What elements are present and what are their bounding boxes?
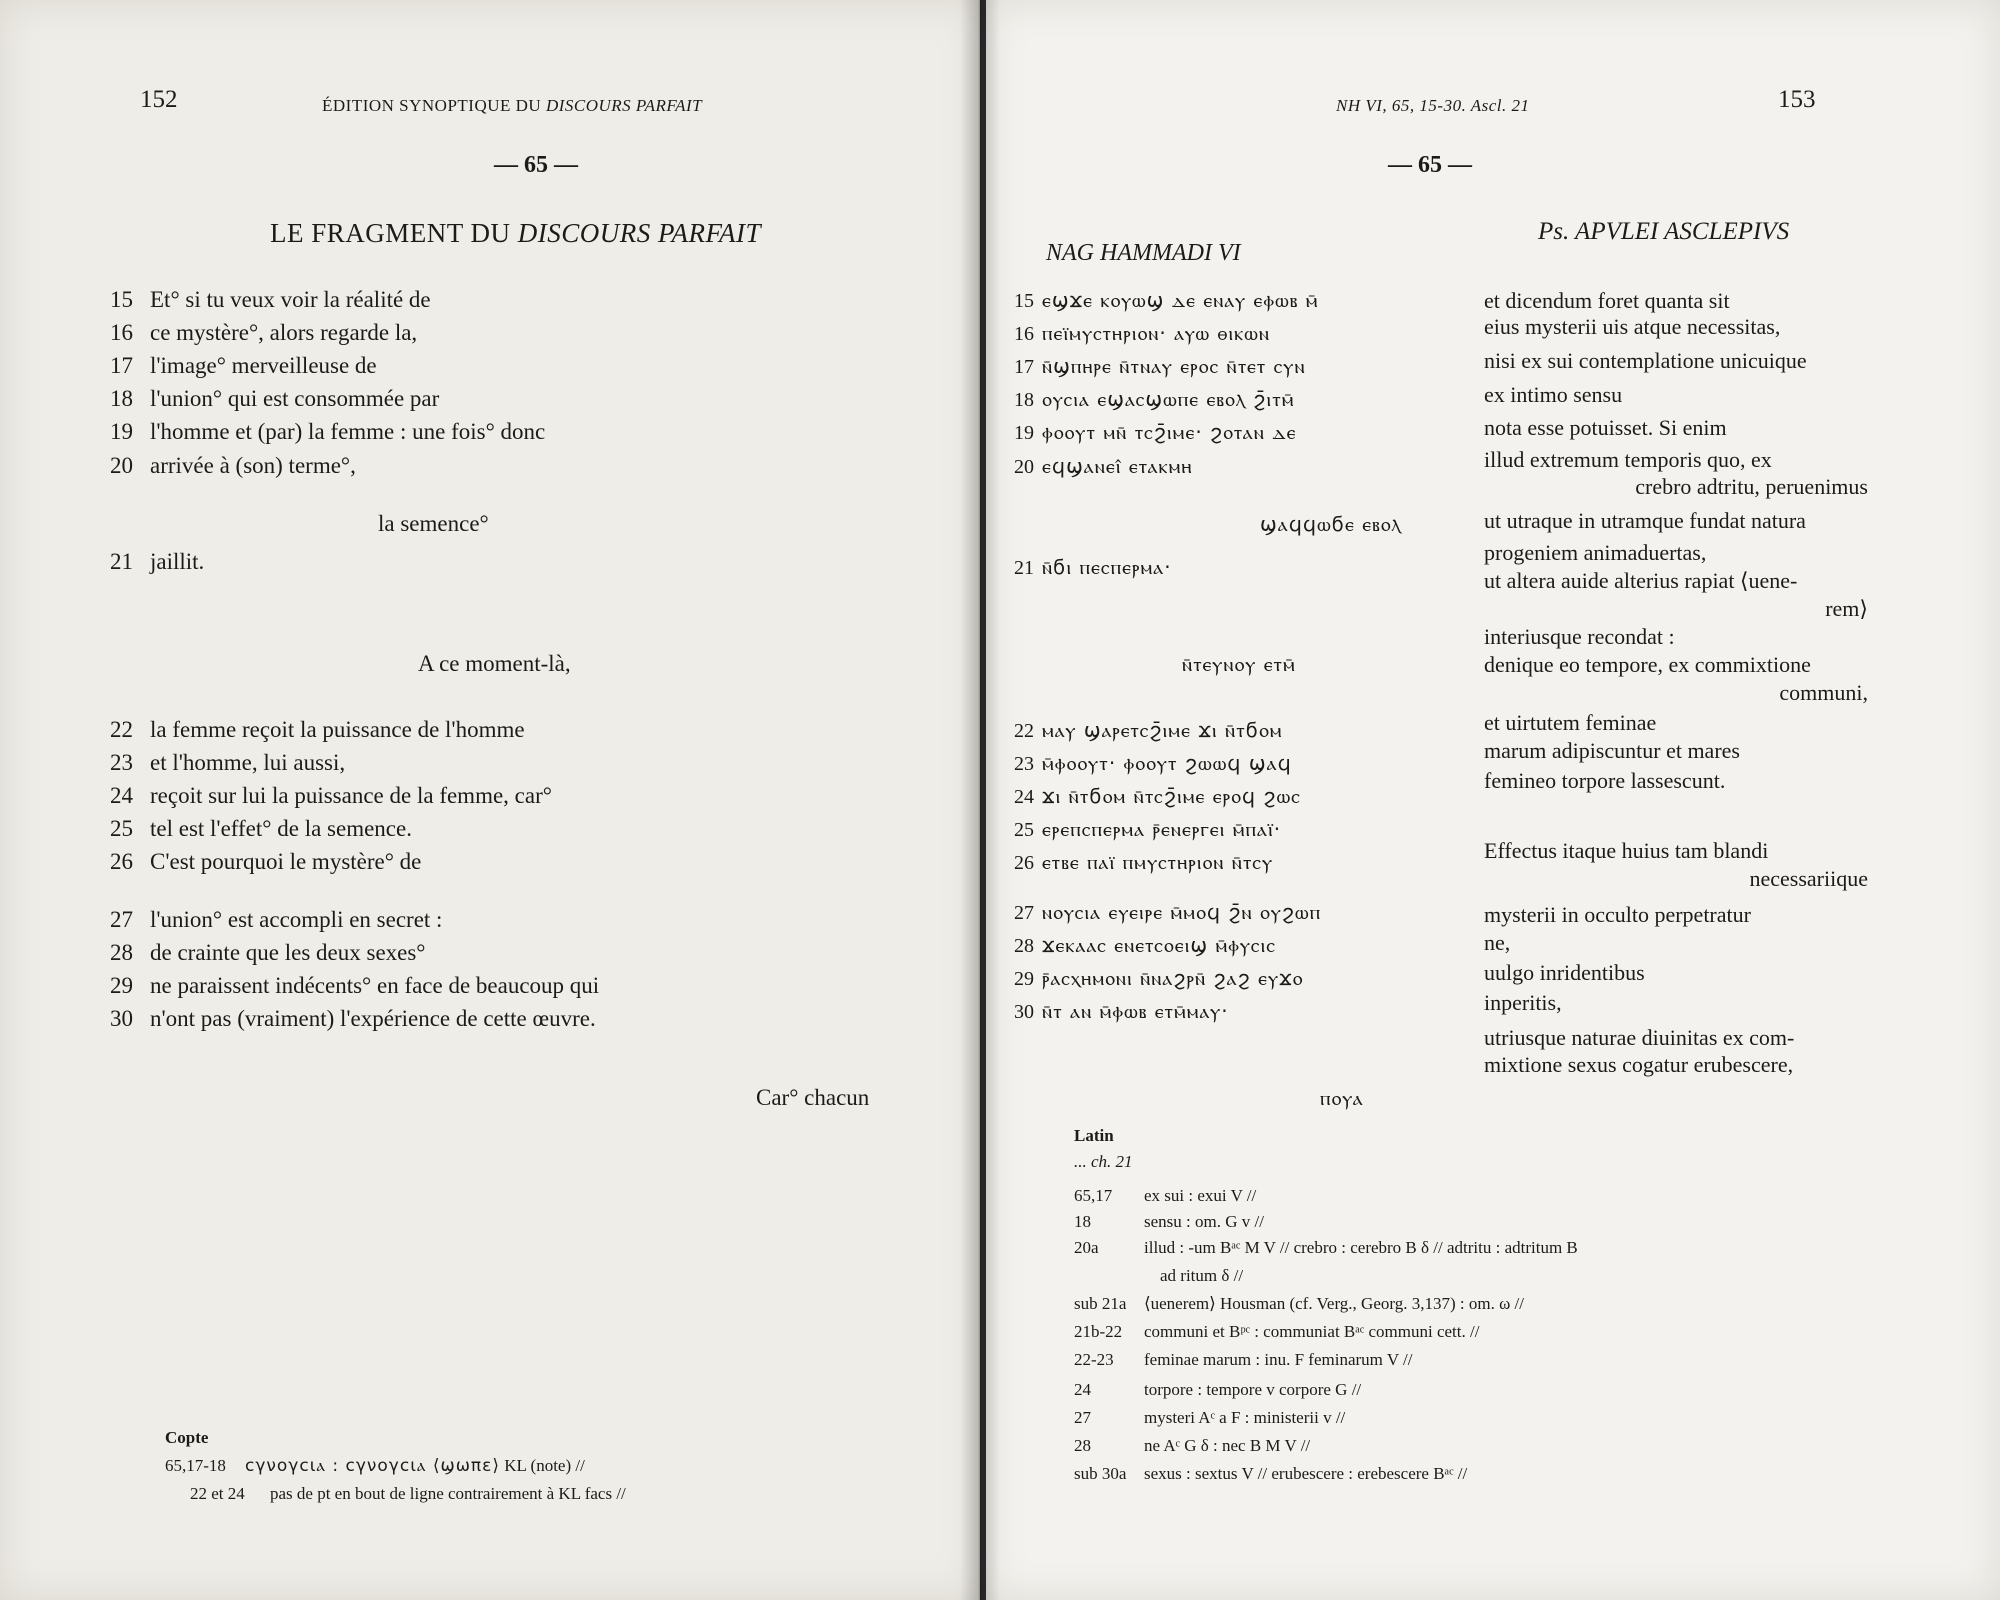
coptic-text-line: ⲣ̄ⲁⲥⲭⲏⲙⲟⲛⲓ ⲛ̄ⲛⲁϩⲣⲛ̄ ϩⲁϩ ⲉⲩϫⲟ [1042,966,1304,990]
coptic-text-line: ⲛ̄ϭⲓ ⲡⲉⲥⲡⲉⲣⲙⲁ· [1042,555,1172,579]
line-text: Car° chacun [756,1085,870,1110]
text-line [110,974,599,997]
coptic-line [1014,288,1318,313]
line-number: 21 [1014,557,1034,579]
line-text: la femme reçoit la puissance de l'homme [150,717,525,742]
apparatus-entry [1074,1322,1479,1342]
coptic-text-line: ⲙⲁⲩ ϣⲁⲣⲉⲧⲥϩ̄ⲓⲙⲉ ϫⲓ ⲛ̄ⲧϭⲟⲙ [1042,718,1283,742]
running-head-right: NH VI, 65, 15-30. Ascl. 21 [1336,96,1530,115]
line-text: l'homme et (par) la femme : une fois° donc [150,419,546,444]
apparatus-text: communi et Bᵖᶜ : communiat Bᵃᶜ communi cett. // [1144,1322,1480,1341]
line-number: 20 [110,453,133,478]
line-text: n'ont pas (vraiment) l'expérience de cette œuvre. [150,1006,596,1031]
coptic-line [1014,718,1283,743]
apparatus-entry: 22 et 24 pas de pt en bout de ligne contrairement à KL facs // [190,1484,626,1503]
text-line [110,387,439,410]
apparatus-text: ad ritum δ // [1160,1266,1244,1285]
line-number: 20 [1014,456,1034,478]
apparatus-heading-latin: Latin [1074,1126,1114,1145]
latin-line: nota esse potuisset. Si enim [1484,415,1727,440]
line-number: 30 [110,1006,133,1031]
line-number: 23 [1014,753,1034,775]
line-number: 28 [1014,935,1034,957]
text-line [110,288,431,311]
coptic-text-line: ⲙ̄ⲫⲟⲟⲩⲧ· ⲫⲟⲟⲩⲧ ϩⲱⲱϥ ϣⲁϥ [1042,751,1292,775]
line-text: ne paraissent indécents° en face de beaucoup qui [150,973,600,998]
line-number: 15 [1014,290,1034,312]
coptic-line [1182,652,1296,676]
line-text: C'est pourquoi le mystère° de [150,849,422,874]
line-number: 19 [110,419,133,444]
text-line [110,908,442,931]
apparatus-entry [1074,1186,1256,1206]
latin-line: illud extremum temporis quo, ex [1484,447,1772,472]
apparatus-ref: 27 [1074,1408,1091,1427]
line-text: Et° si tu veux voir la réalité de [150,287,431,312]
coptic-line [1014,454,1193,479]
line-text: et l'homme, lui aussi, [150,750,346,775]
line-number: 25 [110,816,133,841]
text-line [110,354,377,377]
line-number: 22 [110,717,133,742]
latin-line: utriusque naturae diuinitas ex com- [1484,1025,1795,1050]
latin-line: femineo torpore lassescunt. [1484,768,1726,793]
apparatus-ref: 28 [1074,1436,1091,1455]
line-text: A ce moment-là, [418,651,571,676]
text-line [418,652,571,675]
apparatus-ref: 65,17 [1074,1186,1113,1205]
line-number: 30 [1014,1001,1034,1023]
line-number: 17 [110,353,133,378]
apparatus-entry [1074,1212,1264,1232]
apparatus-ref: sub 30a [1074,1464,1127,1483]
text-line [756,1086,869,1109]
line-number: 18 [110,386,133,411]
line-text: tel est l'effet° de la semence. [150,816,412,841]
apparatus-text: ne Aᶜ G δ : nec B M V // [1144,1436,1311,1455]
apparatus-text: torpore : tempore v corpore G // [1144,1380,1362,1399]
apparatus-subheading: ... ch. 21 [1074,1152,1133,1171]
latin-line: communi, [1779,680,1868,705]
latin-line: denique eo tempore, ex commixtione [1484,652,1811,677]
line-number: 19 [1014,422,1034,444]
line-text: la semence° [378,511,489,536]
left-page [0,0,980,1600]
line-text: arrivée à (son) terme°, [150,453,356,478]
coptic-line [1014,900,1321,925]
coptic-text-line: ⲟⲩⲥⲓⲁ ⲉϣⲁⲥϣⲱⲡⲉ ⲉⲃⲟⲗ ϩ̄ⲓⲧⲙ̄ [1042,387,1295,411]
latin-line: necessariique [1749,866,1868,891]
apparatus-text: sensu : om. G v // [1144,1212,1264,1231]
line-number: 16 [110,320,133,345]
page-number-right: 153 [1778,86,1816,113]
apparatus-ref: sub 21a [1074,1294,1127,1313]
coptic-line [1014,387,1295,412]
latin-line: Effectus itaque huius tam blandi [1484,838,1769,863]
coptic-line [1014,966,1303,991]
text-line [110,817,412,840]
coptic-line [1320,1086,1364,1110]
apparatus-entry [1074,1350,1413,1370]
text-line [110,1007,596,1030]
line-number: 23 [110,750,133,775]
line-number: 15 [110,287,133,312]
latin-line: inperitis, [1484,990,1562,1015]
apparatus-text: mysteri Aᶜ a F : ministerii v // [1144,1408,1346,1427]
coptic-line [1260,512,1402,536]
right-page [986,0,2000,1600]
apparatus-text: ⟨uenerem⟩ Housman (cf. Verg., Georg. 3,137) : om. ω // [1144,1294,1524,1313]
apparatus-entry [1074,1464,1467,1484]
heading-asclepius: Ps. APVLEI ASCLEPIVS [1538,218,1790,245]
apparatus-ref: 18 [1074,1212,1091,1231]
latin-line: ut altera auide alterius rapiat ⟨uene- [1484,568,1798,593]
latin-line: mixtione sexus cogatur erubescere, [1484,1052,1794,1077]
latin-line: interiusque recondat : [1484,624,1675,649]
latin-line: progeniem animaduertas, [1484,540,1707,565]
line-number: 24 [1014,786,1034,808]
text-line [110,420,545,443]
coptic-text-line: ⲛ̄ⲧ ⲁⲛ ⲙ̄ⲫⲱⲃ ⲉⲧⲙ̄ⲙⲁⲩ· [1042,999,1229,1023]
line-number: 27 [1014,902,1034,924]
apparatus-ref: 21b-22 [1074,1322,1123,1341]
apparatus-entry [1074,1294,1524,1314]
apparatus-text: feminae marum : inu. F feminarum V // [1144,1350,1413,1369]
text-line [110,751,345,774]
line-number: 29 [110,973,133,998]
text-line [110,850,421,873]
section-number-left: — 65 — [494,152,578,178]
text-line [110,941,426,964]
coptic-text-line: ⲫⲟⲟⲩⲧ ⲙⲛ̄ ⲧⲥϩ̄ⲓⲙⲉ· ϩⲟⲧⲁⲛ ⲇⲉ [1042,420,1297,444]
coptic-line [1014,817,1281,842]
coptic-text-line: ⲉϥϣⲁⲛⲉⲓ̂ ⲉⲧⲁⲕⲙⲏ [1042,454,1193,478]
coptic-text-line: ⲉⲣⲉⲡⲥⲡⲉⲣⲙⲁ ⲣ̄ⲉⲛⲉⲣⲅⲉⲓ ⲙ̄ⲡⲁⲓ̈· [1042,817,1282,841]
coptic-text-line: ⲛⲟⲩⲥⲓⲁ ⲉⲩⲉⲓⲣⲉ ⲙ̄ⲙⲟϥ ϩ̄ⲛ ⲟⲩϩⲱⲡ [1042,900,1322,924]
apparatus-entry [1074,1408,1345,1428]
coptic-line [1014,933,1276,958]
coptic-line [1014,751,1292,776]
book-gutter [960,0,1000,1600]
heading-nag-hammadi: NAG HAMMADI VI [1046,240,1241,266]
latin-line: ne, [1484,930,1511,955]
coptic-text-line: ⲛ̄ϣⲡⲏⲣⲉ ⲛ̄ⲧⲛⲁⲩ ⲉⲣⲟⲥ ⲛ̄ⲧⲉⲧ ⲥⲩⲛ [1042,354,1306,378]
coptic-text-line: ϣⲁϥϥⲱϭⲉ ⲉⲃⲟⲗ [1260,512,1402,536]
line-number: 17 [1014,356,1034,378]
line-number: 16 [1014,323,1034,345]
latin-line: crebro adtritu, peruenimus [1635,474,1868,499]
apparatus-ref: 20a [1074,1238,1099,1257]
line-number: 29 [1014,968,1034,990]
line-text: reçoit sur lui la puissance de la femme, car° [150,783,552,808]
line-number: 27 [110,907,133,932]
latin-line: ut utraque in utramque fundat natura [1484,508,1806,533]
line-number: 24 [110,783,133,808]
apparatus-text: ex sui : exui V // [1144,1186,1257,1205]
apparatus-entry [1074,1436,1310,1456]
apparatus-ref: 24 [1074,1380,1091,1399]
text-line [110,784,552,807]
latin-line: eius mysterii uis atque necessitas, [1484,314,1781,339]
latin-line: marum adipiscuntur et mares [1484,738,1740,763]
coptic-text-line: ⲉϣϫⲉ ⲕⲟⲩⲱϣ ⲇⲉ ⲉⲛⲁⲩ ⲉⲫⲱⲃ ⲙ̄ [1042,288,1319,312]
line-number: 26 [110,849,133,874]
text-line [110,550,204,573]
latin-line: rem⟩ [1825,596,1868,621]
apparatus-ref: 22-23 [1074,1350,1114,1369]
line-text: l'image° merveilleuse de [150,353,377,378]
coptic-line [1014,354,1306,379]
latin-line: mysterii in occulto perpetratur [1484,902,1751,927]
apparatus-heading-coptic: Copte [165,1428,209,1447]
coptic-line [1014,321,1270,346]
coptic-line [1014,850,1273,875]
line-text: l'union° qui est consommée par [150,386,440,411]
fragment-title: LE FRAGMENT DU DISCOURS PARFAIT [270,218,762,248]
page-number-left: 152 [140,86,178,113]
coptic-text-line: ⲛ̄ⲧⲉⲩⲛⲟⲩ ⲉⲧⲙ̄ [1182,652,1296,676]
line-number: 28 [110,940,133,965]
apparatus-text: sexus : sextus V // erubescere : erebescere Bᵃᶜ // [1144,1464,1468,1483]
apparatus-text: illud : -um Bᵃᶜ M V // crebro : cerebro B δ // adtritu : adtritum B [1144,1238,1578,1257]
coptic-text-line: ϫⲉⲕⲁⲁⲥ ⲉⲛⲉⲧⲥⲟⲉⲓϣ ⲙ̄ⲫⲩⲥⲓⲥ [1042,933,1277,957]
line-number: 21 [110,549,133,574]
running-head-left: ÉDITION SYNOPTIQUE DU DISCOURS PARFAIT [322,96,703,115]
coptic-line [1014,784,1301,809]
line-number: 22 [1014,720,1034,742]
latin-line: uulgo inridentibus [1484,960,1645,985]
coptic-line [1014,420,1297,445]
line-text: jaillit. [150,549,205,574]
line-text: l'union° est accompli en secret : [150,907,443,932]
latin-line: nisi ex sui contemplatione unicuique [1484,348,1807,373]
line-text: de crainte que les deux sexes° [150,940,426,965]
coptic-text-line: ⲡⲟⲩⲁ [1320,1086,1364,1110]
latin-line: et uirtutem feminae [1484,710,1657,735]
coptic-text-line: ⲉⲧⲃⲉ ⲡⲁⲓ̈ ⲡⲙⲩⲥⲧⲏⲣⲓⲟⲛ ⲛ̄ⲧⲥⲩ [1042,850,1274,874]
text-line [110,454,356,477]
section-number-right: — 65 — [1388,152,1472,178]
latin-line: et dicendum foret quanta sit [1484,288,1730,313]
line-text: ce mystère°, alors regarde la, [150,320,418,345]
text-line [110,718,525,741]
line-number: 18 [1014,389,1034,411]
apparatus-entry [1090,1266,1243,1286]
coptic-line [1014,555,1172,580]
latin-line: ex intimo sensu [1484,382,1623,407]
coptic-line [1014,999,1229,1024]
coptic-text-line: ⲡⲉⲓ̈ⲙⲩⲥⲧⲏⲣⲓⲟⲛ· ⲁⲩⲱ ⲑⲓⲕⲱⲛ [1042,321,1270,345]
apparatus-entry [1074,1238,1578,1258]
text-line [378,512,489,535]
line-number: 26 [1014,852,1034,874]
apparatus-entry: 65,17-18 ϲγνογϲιⲁ : ϲγνογϲιⲁ ⟨ϣωπε⟩ KL (note) // [165,1456,585,1476]
text-line [110,321,417,344]
coptic-text-line: ϫⲓ ⲛ̄ⲧϭⲟⲙ ⲛ̄ⲧⲥϩ̄ⲓⲙⲉ ⲉⲣⲟϥ ϩⲱⲥ [1042,784,1301,808]
apparatus-entry [1074,1380,1361,1400]
line-number: 25 [1014,819,1034,841]
